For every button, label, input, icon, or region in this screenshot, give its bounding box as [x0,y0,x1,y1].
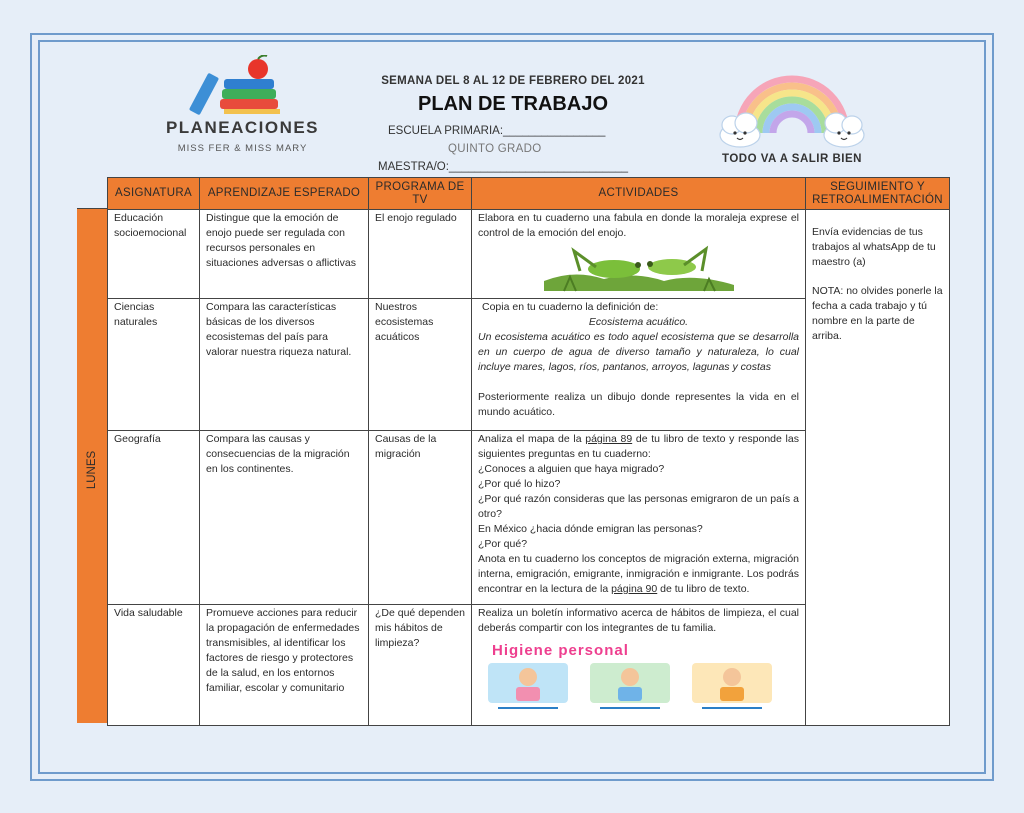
subject-cell: Geografía [108,431,200,605]
activity-followup: Posteriormente realiza un dibujo donde representes la vida en el mundo acuático. [478,391,799,418]
column-header-activities: ACTIVIDADES [472,178,806,210]
followup-cell [806,210,950,726]
question-item: ¿Por qué lo hizo? [478,478,561,490]
learning-cell: Promueve acciones para reducir la propagación de enfermedades transmisibles, al identificar los factores de riesgo y protectores de la salud, en los entornos familiar, escolar y comunitario [200,605,369,726]
activity-cell [472,210,806,299]
grasshopper-illustration-icon [544,245,734,293]
activity-definition: Un ecosistema acuático es todo aquel ecosistema que se desarrolla en un cuerpo de agua de diverso tamaño y naturaleza, lo cual incluye mares, lagos, ríos, pantanos, arroyos, lagunas y costas [478,331,799,373]
day-label-text: LUNES [86,450,99,490]
page-title: PLAN DE TRABAJO [417,93,608,115]
tv-program-cell: Nuestros ecosistemas acuáticos [369,299,472,431]
followup-note: NOTA: no olvides ponerle la fecha a cada trabajo y tú nombre en la parte de arriba. [812,285,943,342]
activity-paragraph [478,432,799,462]
followup-instruction: Envía evidencias de tus trabajos al whatsApp de tu maestro (a) [812,226,936,268]
column-header-followup: SEGUIMIENTO Y RETROALIMENTACIÓN [806,178,950,210]
activity-intro: Copia en tu cuaderno la definición de: [482,301,659,313]
plan-table [107,177,950,726]
week-range: SEMANA DEL 8 AL 12 DE FEBRERO DEL 2021 [381,75,645,87]
logo-subtitle: MISS FER & MISS MARY [177,143,308,154]
books-apple-icon [150,55,335,117]
planeaciones-logo [150,55,335,160]
page-reference: página 89 [585,433,633,445]
activity-cell [472,605,806,726]
subject-cell: Vida saludable [108,605,200,726]
subject-cell: Educación socioemocional [108,210,200,299]
learning-cell: Compara las características básicas de los diversos ecosistemas del país para valorar nuestra riqueza natural. [200,299,369,431]
activity-text: Analiza el mapa de la [478,433,586,445]
activity-text: de tu libro de texto y responde las siguientes preguntas en tu cuaderno: [478,433,799,460]
column-header-subject: ASIGNATURA [108,178,200,210]
activity-text: Elabora en tu cuaderno una fabula en donde la moraleja exprese el control de la emoción del enojo. [478,212,799,239]
grade-label: QUINTO GRADO [448,143,542,155]
teacher-field: MAESTRA/O:____________________________ [378,161,629,173]
table-header-row [108,178,950,210]
page-reference: página 90 [611,583,658,595]
question-item: ¿Por qué razón consideras que las personas emigraron de un país a otro? [478,493,799,520]
learning-cell: Distingue que la emoción de enojo puede ser regulada con recursos personales en situaciones adversas o aflictivas [200,210,369,299]
motto-text: TODO VA A SALIR BIEN [722,153,862,165]
column-header-learning: APRENDIZAJE ESPERADO [200,178,369,210]
activity-cell [472,299,806,431]
column-header-tv-program: PROGRAMA DE TV [369,178,472,210]
activity-text: Realiza un boletín informativo acerca de hábitos de limpieza, el cual deberás compartir con los integrantes de tu familia. [478,607,799,634]
activity-text: de tu libro de texto. [657,583,750,595]
table-row [108,210,950,299]
subject-cell: Ciencias naturales [108,299,200,431]
tv-program-cell: ¿De qué dependen mis hábitos de limpieza? [369,605,472,726]
tv-program-cell: El enojo regulado [369,210,472,299]
hygiene-illustration-icon [478,659,778,711]
question-item: En México ¿hacia dónde emigran las personas? [478,523,703,535]
activity-cell [472,431,806,605]
logo-title: PLANEACIONES [165,118,320,137]
activity-text: Anota en tu cuaderno los conceptos de migración externa, migración interna, emigración, emigrante, inmigración e inmigrante. Los podrás encontrar en la lectura de la [478,553,799,595]
activity-term: Ecosistema acuático. [588,316,689,328]
activity-paragraph [478,552,799,597]
learning-cell: Compara las causas y consecuencias de la migración en los continentes. [200,431,369,605]
question-item: ¿Conoces a alguien que haya migrado? [478,463,665,475]
question-item: ¿Por qué? [478,538,528,550]
tv-program-cell: Causas de la migración [369,431,472,605]
school-field: ESCUELA PRIMARIA:________________ [388,125,606,137]
rainbow-illustration [712,55,872,170]
hygiene-image-title: Higiene personal [492,642,629,659]
rainbow-clouds-icon [712,55,872,150]
day-label [77,450,107,490]
